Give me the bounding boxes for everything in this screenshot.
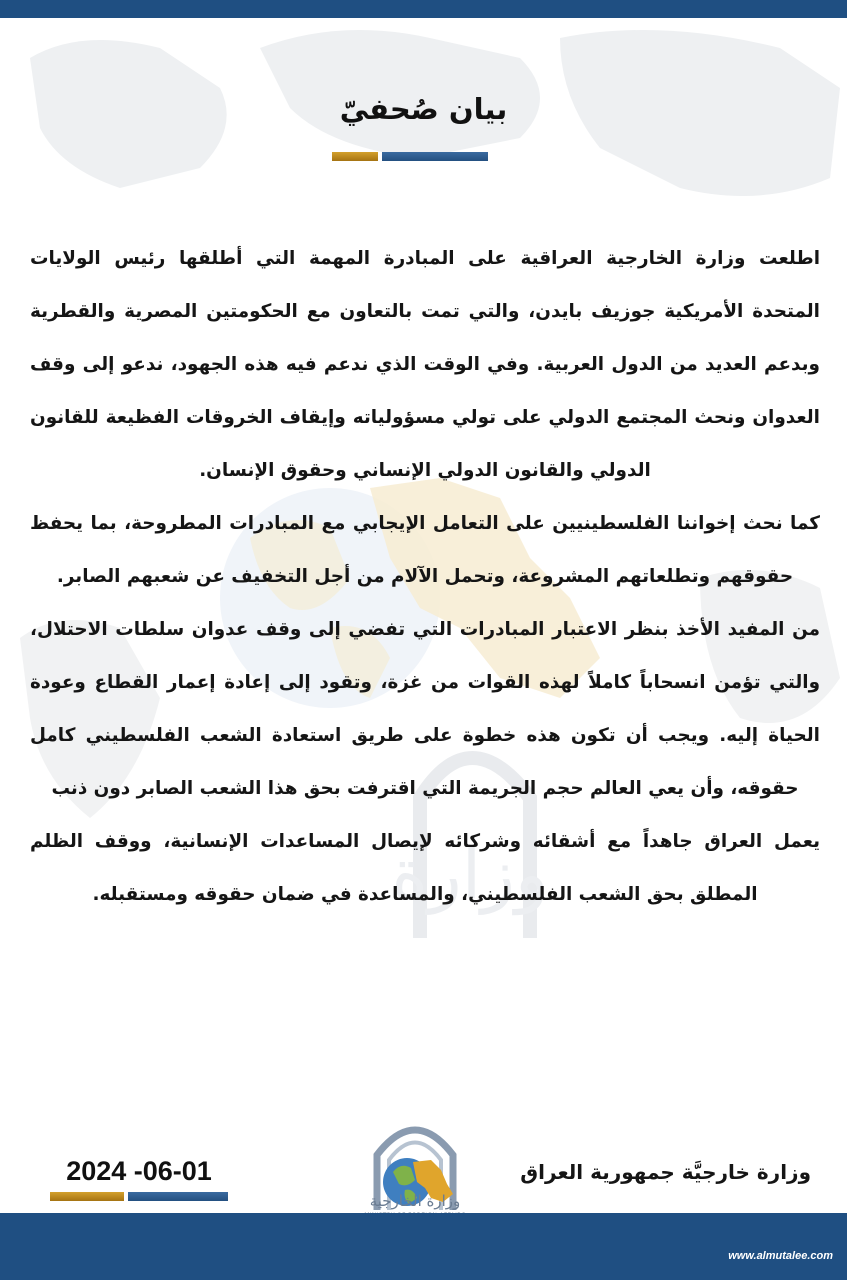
statement-date: 2024 -06-01	[66, 1156, 212, 1186]
top-band	[0, 0, 847, 18]
title-underline-gold	[332, 152, 378, 161]
bottom-band	[0, 1213, 847, 1280]
paragraph-1: اطلعت وزارة الخارجية العراقية على المبادرة المهمة التي أطلقها رئيس الولايات المتحدة الأمريكية جوزيف بايدن، والتي تمت بالتعاون مع الحكومتين المصرية والقطرية وبدعم العديد من الدول العربية. وفي الوقت الذي ندعم فيه هذه الجهود، ندعو إلى وقف العدوان ونحث المجتمع الدولي على تولي مسؤولياته وإيقاف الخروقات الفظيعة للقانون الدولي والقانون الدولي الإنساني وحقوق الإنسان.	[30, 248, 820, 481]
paragraph-3: من المفيد الأخذ بنظر الاعتبار المبادرات التي تفضي إلى وقف عدوان سلطات الاحتلال، والتي تؤمن انسحاباً كاملاً لهذه القوات من غزة، وتقود إلى إعادة إعمار القطاع وعودة الحياة إليه. ويجب أن تكون هذه خطوة على طريق استعادة الشعب الفلسطيني كامل حقوقه، وأن يعي العالم حجم الجريمة التي اقترفت بحق هذا الشعب الصابر دون ذنب	[30, 619, 820, 799]
title-underline	[332, 152, 488, 161]
date-underline-blue	[128, 1192, 228, 1201]
emblem-arabic-label: وزارة الخارجية	[369, 1192, 461, 1210]
statement-body	[30, 232, 820, 921]
page-title: بيان صُحفيّ	[339, 92, 508, 126]
ministry-signature: وزارة خارجيَّة جمهورية العراق	[520, 1160, 811, 1184]
paragraph-4: يعمل العراق جاهداً مع أشقائه وشركائه لإيصال المساعدات الإنسانية، ووقف الظلم المطلق بحق الشعب الفلسطيني، والمساعدة في ضمان حقوقه ومستقبله.	[30, 831, 820, 905]
date-underline-gold	[50, 1192, 124, 1201]
paragraph-2: كما نحث إخواننا الفلسطينيين على التعامل الإيجابي مع المبادرات المطروحة، بما يحفظ حقوقهم وتطلعاتهم المشروعة، وتحمل الآلام من أجل التخفيف عن شعبهم الصابر.	[30, 513, 820, 587]
website-link[interactable]: www.almutalee.com	[728, 1250, 833, 1262]
svg-text:وزارة: وزارة	[391, 833, 549, 915]
date-underline	[50, 1192, 228, 1201]
title-underline-blue	[382, 152, 488, 161]
